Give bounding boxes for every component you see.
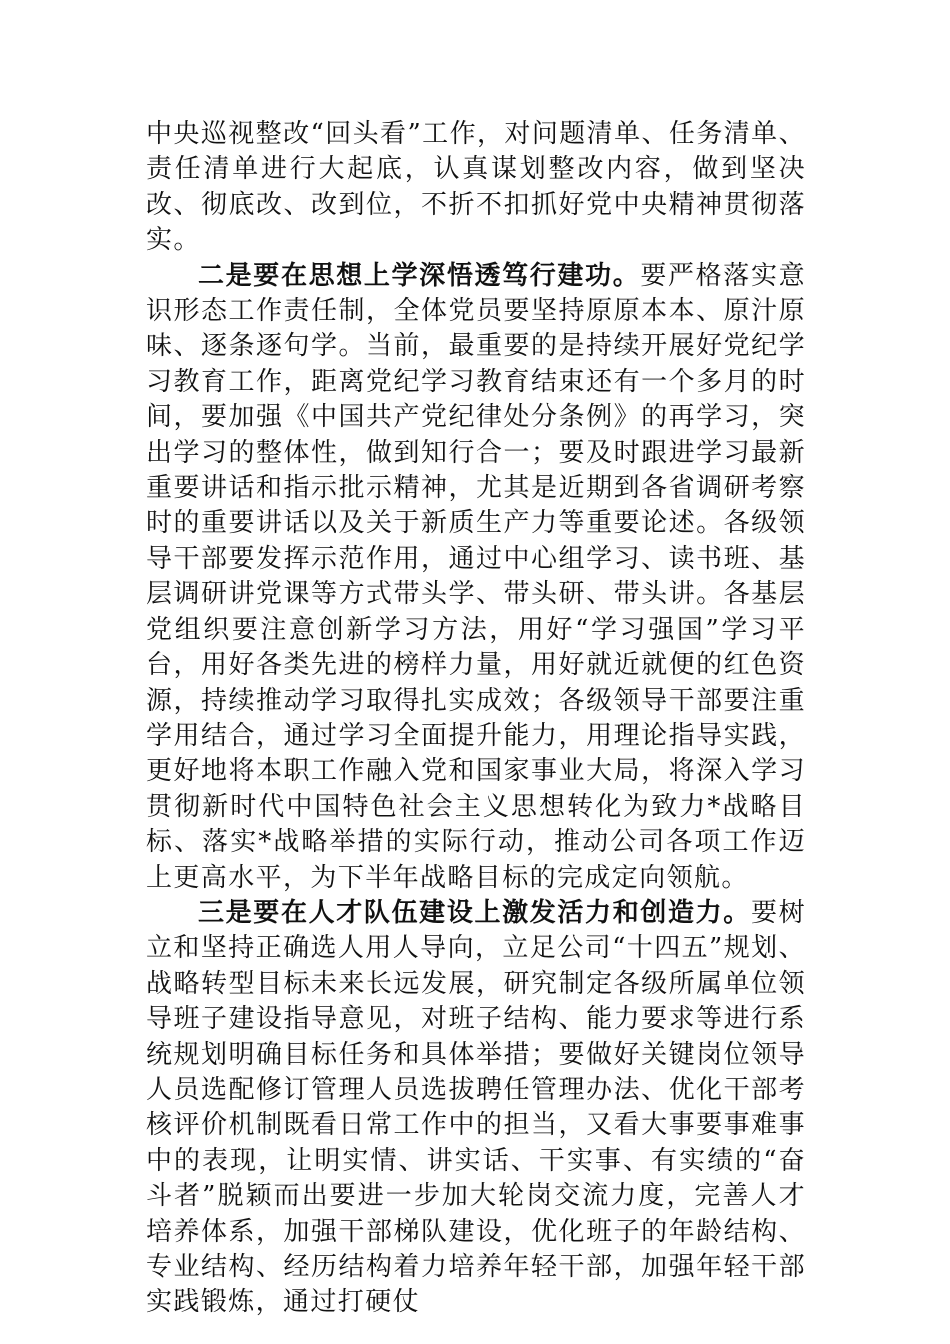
paragraph-3 xyxy=(146,896,806,1321)
paragraph-2-body: 要严格落实意识形态工作责任制，全体党员要坚持原原本本、原汁原味、逐条逐句学。当前，最重要的是持续开展好党纪学习教育工作，距离党纪学习教育结束还有一个多月的时间，要加强《中国共产党纪律处分条例》的再学习，突出学习的整体性，做到知行合一；要及时跟进学习最新重要讲话和指示批示精神，尤其是近期到各省调研考察时的重要讲话以及关于新质生产力等重要论述。各级领导干部要发挥示范作用，通过中心组学习、读书班、基层调研讲党课等方式带头学、带头研、带头讲。各基层党组织要注意创新学习方法，用好“学习强国”学习平台，用好各类先进的榜样力量，用好就近就便的红色资源，持续推动学习取得扎实成效；各级领导干部要注重学用结合，通过学习全面提升能力，用理论指导实践，更好地将本职工作融入党和国家事业大局，将深入学习贯彻新时代中国特色社会主义思想转化为致力*战略目标、落实*战略举措的实际行动，推动公司各项工作迈上更高水平，为下半年战略目标的完成定向领航。 xyxy=(146,260,806,893)
paragraph-2 xyxy=(146,259,806,896)
paragraph-3-body: 要树立和坚持正确选人用人导向，立足公司“十四五”规划、战略转型目标未来长远发展，研究制定各级所属单位领导班子建设指导意见，对班子结构、能力要求等进行系统规划明确目标任务和具体举措；要做好关键岗位领导人员选配修订管理人员选拔聘任管理办法、优化干部考核评价机制既看日常工作中的担当，又看大事要事难事中的表现，让明实情、讲实话、干实事、有实绩的“奋斗者”脱颖而出要进一步加大轮岗交流力度，完善人才培养体系，加强干部梯队建设，优化班子的年龄结构、专业结构、经历结构着力培养年轻干部，加强年轻干部实践锻炼，通过打硬仗 xyxy=(146,897,806,1318)
document-body xyxy=(146,117,806,1321)
paragraph-1-body: 中央巡视整改“回头看”工作，对问题清单、任务清单、责任清单进行大起底，认真谋划整改内容，做到坚决改、彻底改、改到位，不折不扣抓好党中央精神贯彻落实。 xyxy=(146,119,806,256)
paragraph-3-lead: 三是要在人才队伍建设上激发活力和创造力。 xyxy=(198,897,751,928)
paragraph-1 xyxy=(146,117,806,259)
paragraph-2-lead: 二是要在思想上学深悟透笃行建功。 xyxy=(198,260,641,291)
